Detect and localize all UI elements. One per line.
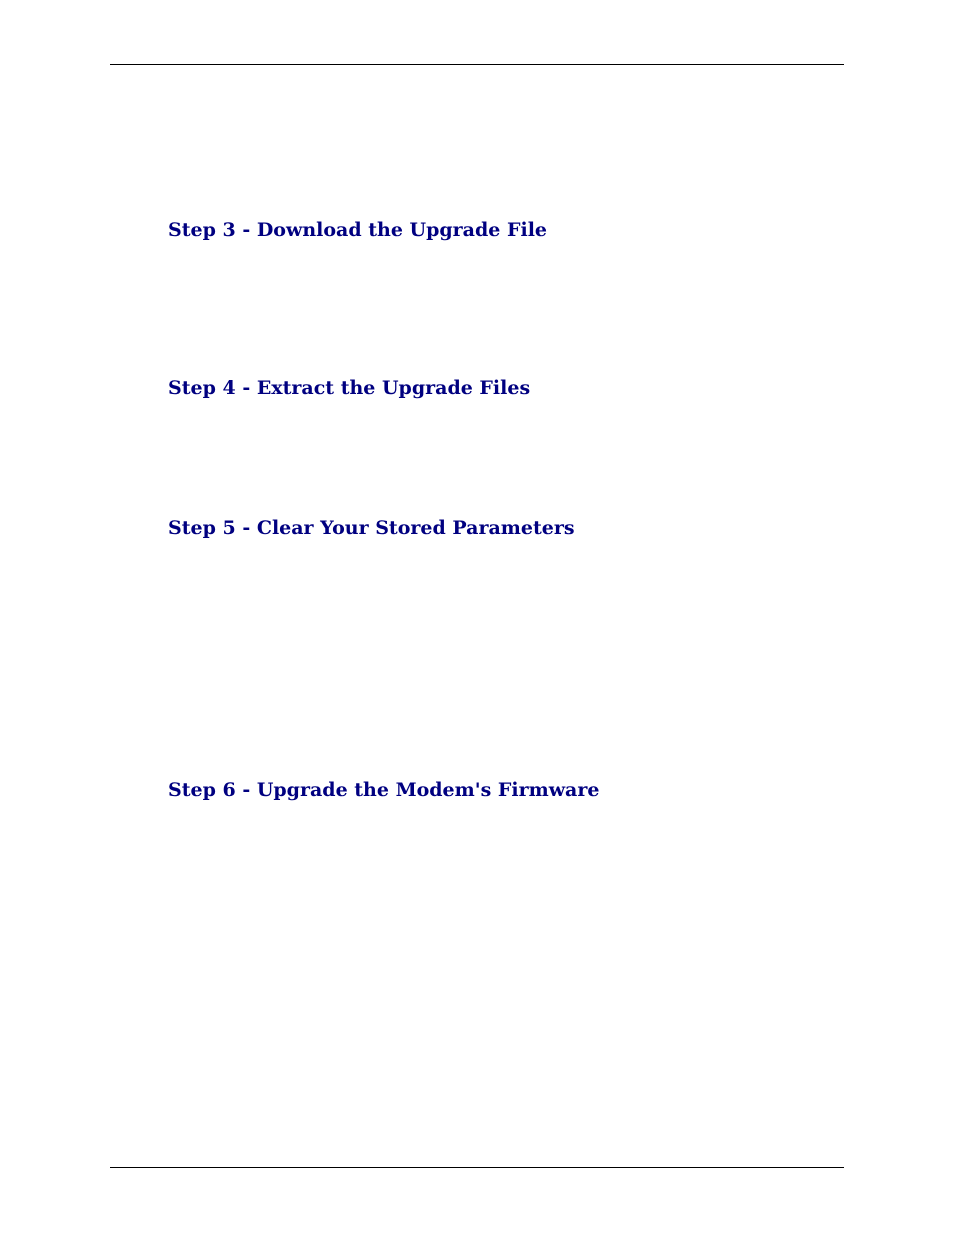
footer-rule (110, 1167, 844, 1168)
step-5-heading: Step 5 - Clear Your Stored Parameters (168, 517, 575, 539)
step-6-heading: Step 6 - Upgrade the Modem's Firmware (168, 779, 600, 801)
step-3-heading: Step 3 - Download the Upgrade File (168, 219, 547, 241)
header-rule (110, 64, 844, 65)
step-4-heading: Step 4 - Extract the Upgrade Files (168, 377, 531, 399)
